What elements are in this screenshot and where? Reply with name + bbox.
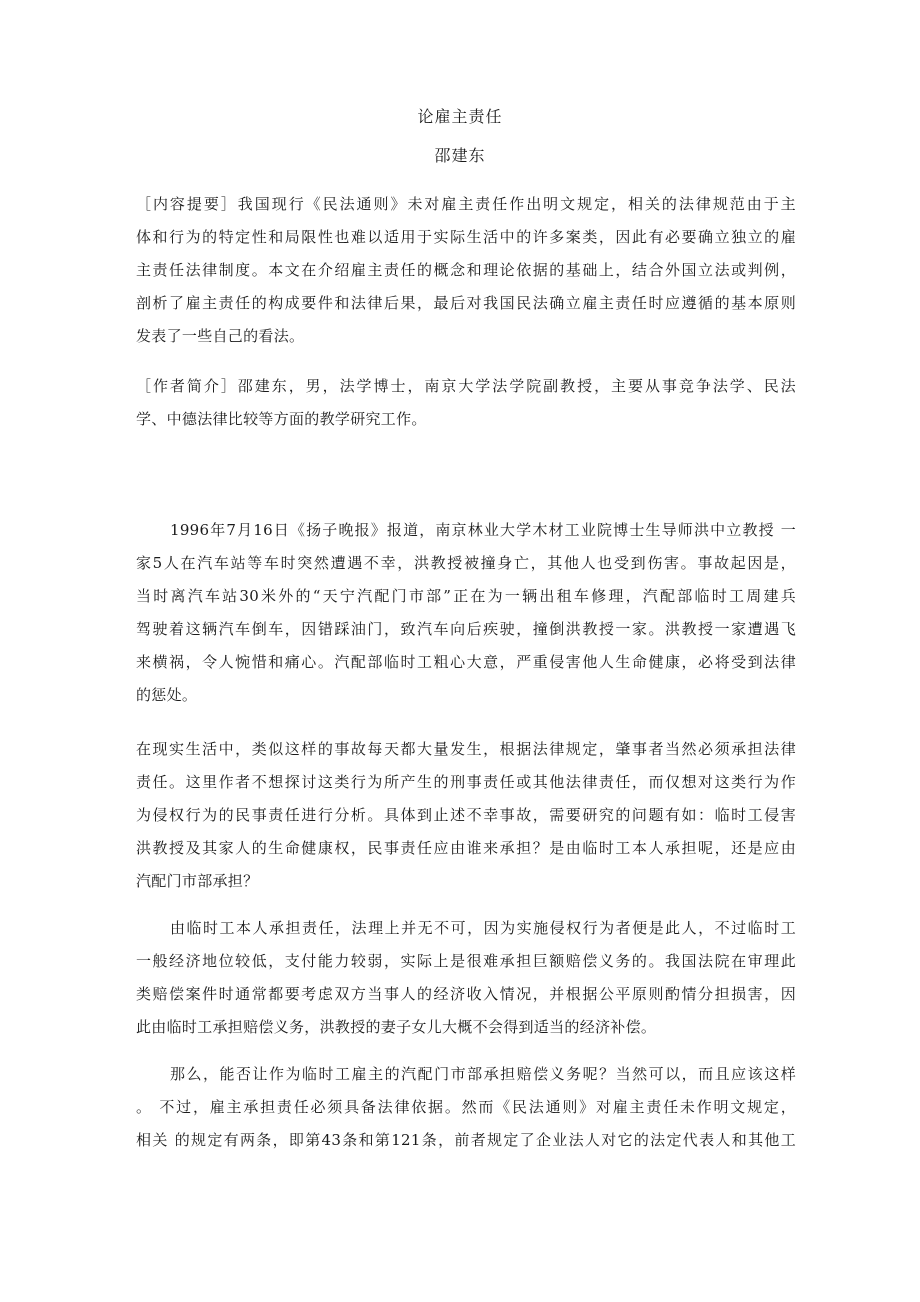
paragraph-line: 类赔偿案件时通常都要考虑双方当事人的经济收入情况，并根据公平原则酌情分担损害，因: [136, 985, 796, 1003]
author-bio-section: [136, 370, 796, 436]
paragraph-line: 驾驶着这辆汽车倒车，因错踩油门，致汽车向后疾驶，撞倒洪教授一家。洪教授一家遭遇飞: [136, 620, 796, 638]
body-paragraph-4: [136, 1058, 796, 1157]
bio-line: ［作者简介］邵建东，男，法学博士，南京大学法学院副教授，主要从事竞争法学、民法: [136, 377, 796, 395]
paragraph-line: 来横祸，令人惋惜和痛心。汽配部临时工粗心大意，严重侵害他人生命健康，必将受到法律: [136, 653, 796, 671]
document-title: 论雇主责任: [417, 107, 503, 126]
paragraph-line: 责任。这里作者不想探讨这类行为所产生的刑事责任或其他法律责任，而仅想对这类行为作: [136, 773, 796, 791]
paragraph-line: 的惩处。: [136, 686, 198, 704]
abstract-line: 体和行为的特定性和局限性也难以适用于实际生活中的许多案类，因此有必要确立独立的雇: [136, 228, 796, 246]
paragraph-line: 那么，能否让作为临时工雇主的汽配门市部承担赔偿义务呢？当然可以，而且应该这样: [170, 1065, 796, 1083]
paragraph-line: 相关 的规定有两条，即第43条和第121条，前者规定了企业法人对它的法定代表人和其他工: [136, 1131, 796, 1149]
paragraph-line: 由临时工本人承担责任，法理上并无不可，因为实施侵权行为者便是此人，不过临时工: [170, 919, 796, 937]
paragraph-line: 洪教授及其家人的生命健康权，民事责任应由谁来承担？是由临时工本人承担呢，还是应由: [136, 839, 796, 857]
paragraph-line: 当时离汽车站30米外的“天宁汽配门市部”正在为一辆出租车修理，汽配部临时工周建兵: [136, 587, 796, 605]
paragraph-line: 汽配门市部承担？: [136, 872, 259, 890]
body-paragraph-3: [136, 912, 796, 1044]
abstract-line: 主责任法律制度。本文在介绍雇主责任的概念和理论依据的基础上，结合外国立法或判例，: [136, 261, 796, 279]
paragraph-line: 此由临时工承担赔偿义务，洪教授的妻子女儿大概不会得到适当的经济补偿。: [136, 1018, 657, 1036]
abstract-line: ［内容提要］我国现行《民法通则》未对雇主责任作出明文规定，相关的法律规范由于主: [136, 195, 796, 213]
paragraph-line: 1996年7月16日《扬子晚报》报道，南京林业大学木材工业院博士生导师洪中立教授 一: [170, 521, 796, 539]
body-paragraph-2: [136, 733, 796, 898]
paragraph-line: 为侵权行为的民事责任进行分析。具体到止述不幸事故，需要研究的问题有如：临时工侵害: [136, 806, 796, 824]
document-author: 邵建东: [434, 146, 486, 165]
paragraph-line: 。 不过，雇主承担责任必须具备法律依据。然而《民法通则》对雇主责任未作明文规定，: [136, 1098, 796, 1116]
paragraph-line: 在现实生活中，类似这样的事故每天都大量发生，根据法律规定，肇事者当然必须承担法律: [136, 740, 796, 758]
abstract-line: 发表了一些自己的看法。: [136, 327, 305, 345]
bio-line: 学、中德法律比较等方面的教学研究工作。: [136, 410, 427, 428]
paragraph-line: 家5人在汽车站等车时突然遭遇不幸，洪教授被撞身亡，其他人也受到伤害。事故起因是，: [136, 554, 796, 572]
body-paragraph-1: [136, 514, 796, 712]
abstract-line: 剖析了雇主责任的构成要件和法律后果，最后对我国民法确立雇主责任时应遵循的基本原则: [136, 294, 796, 312]
abstract-section: [136, 188, 796, 353]
paragraph-line: 一般经济地位较低，支付能力较弱，实际上是很难承担巨额赔偿义务的。我国法院在审理此: [136, 952, 796, 970]
